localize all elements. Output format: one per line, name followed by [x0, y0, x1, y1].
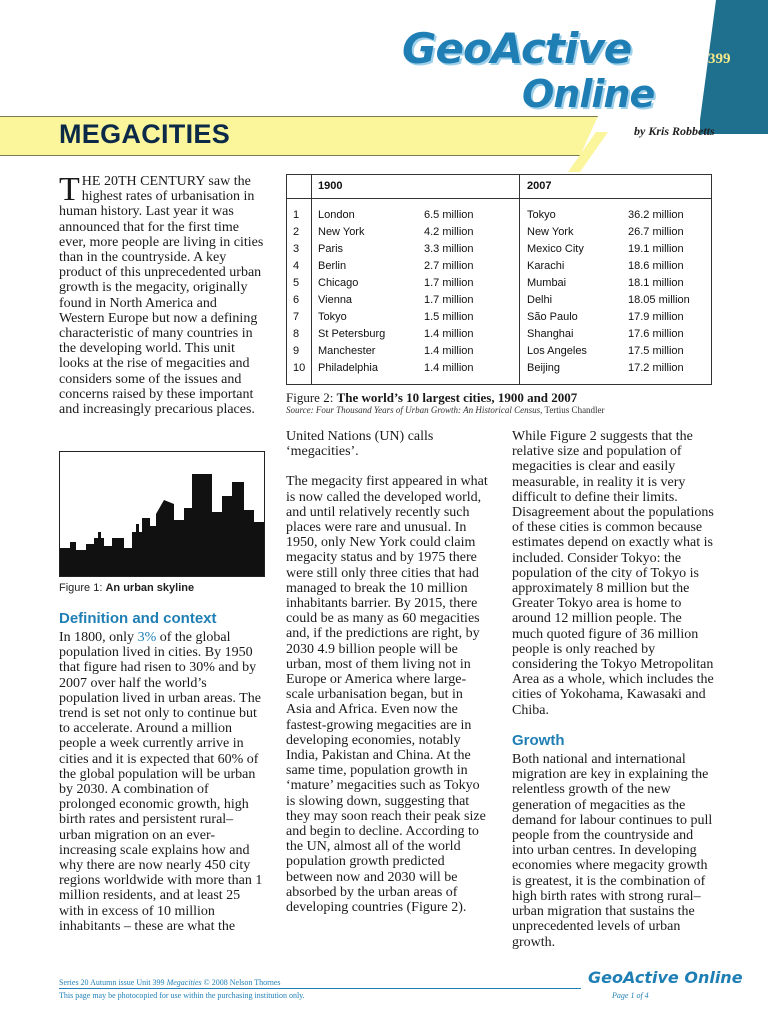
population-1900-cell: 1.4 million: [424, 362, 474, 374]
population-1900-cell: 2.7 million: [424, 260, 474, 272]
definition-paragraph: [59, 630, 265, 934]
intro-paragraph: [59, 171, 265, 418]
column-3-text: [512, 429, 714, 965]
footer-brand-logo: GeoActive Online: [588, 968, 743, 987]
city-1900-cell: Manchester: [318, 345, 376, 357]
population-2007-cell: 17.2 million: [628, 362, 684, 374]
city-1900-cell: Berlin: [318, 260, 347, 272]
footer-rule: [59, 988, 581, 989]
definition-text-a: In 1800, only: [59, 630, 138, 645]
population-2007-cell: 17.5 million: [628, 345, 684, 357]
population-2007-cell: 36.2 million: [628, 209, 684, 221]
figure-2-source-author: , Tertius Chandler: [540, 405, 605, 415]
figure-1-caption: [59, 582, 194, 594]
figure-2-source: [286, 405, 605, 415]
column-2-paragraph-1: United Nations (UN) calls ‘megacities’.: [286, 429, 434, 460]
table-row: [287, 345, 711, 362]
city-1900-cell: Tokyo: [318, 311, 347, 323]
footer-series-text: Series 20 Autumn issue Unit 399: [59, 978, 167, 987]
rank-cell: 6: [293, 294, 300, 306]
table-row: [287, 277, 711, 294]
table-row: [287, 260, 711, 277]
population-2007-cell: 17.6 million: [628, 328, 684, 340]
rank-cell: 5: [293, 277, 300, 289]
intro-text: HE 20TH CENTURY saw the highest rates of urbanisation in human history. Last year it was announced that for the first time ever, more people are living in cities than in the countryside. A key product of this unprecedented urban growth is the megacity, originally found in North America and Western Europe but now a defining characteristic of many countries in the developing world. This unit looks at the rise of megacities and considers some of the issues and concerns raised by these important and increasingly precarious places.: [59, 174, 264, 418]
city-1900-cell: London: [318, 209, 355, 221]
table-header-1900: 1900: [318, 180, 343, 192]
column-2-paragraph-2: The megacity first appeared in what is now called the developed world, and until relatively recently such places were rare and unusual. In 1950, only New York could claim megacity status and by 1975 there were still only three cities that had managed to break the 10 million inhabitants barrier. By 2015, there could be as many as 60 megacities and, if the predictions are right, by 2030 4.9 billion people will be urban, most of them living not in Europe or America where large-scale urbanisation began, but in Asia and Africa. Even now the fastest-growing megacities are in developing economies, notably India, Pakistan and China. At the same time, population growth in ‘mature’ megacities such as Tokyo is slowing down, suggesting that they may soon reach their peak size and begin to decline. According to the UN, almost all of the world population growth predicted between now and 2030 will be absorbed by the urban areas of developing countries (Figure 2).: [286, 474, 488, 916]
population-1900-cell: 1.7 million: [424, 294, 474, 306]
brand-line-1: GeoActive: [402, 24, 632, 73]
population-2007-cell: 18.6 million: [628, 260, 684, 272]
page-title: MEGACITIES: [59, 119, 231, 149]
population-1900-cell: 3.3 million: [424, 243, 474, 255]
table-header-2007: 2007: [527, 180, 552, 192]
footer-unit-title: Megacities: [166, 978, 202, 987]
population-1900-cell: 1.7 million: [424, 277, 474, 289]
table-header-row: [287, 175, 711, 199]
figure-2-source-title: Source: Four Thousand Years of Urban Growth: An Historical Census: [286, 405, 541, 415]
definition-highlight: 3%: [137, 630, 157, 645]
city-2007-cell: São Paulo: [527, 311, 578, 323]
drop-cap: T: [59, 171, 80, 208]
rank-cell: 4: [293, 260, 300, 272]
byline: by Kris Robbetts: [634, 124, 715, 138]
population-1900-cell: 4.2 million: [424, 226, 474, 238]
footer-series-line: [59, 978, 280, 987]
figure-1-title: An urban skyline: [105, 582, 195, 594]
table-row: [287, 243, 711, 260]
growth-heading: Growth: [512, 731, 565, 749]
city-2007-cell: Mumbai: [527, 277, 567, 289]
footer-page-number: Page 1 of 4: [612, 991, 649, 1000]
population-2007-cell: 19.1 million: [628, 243, 684, 255]
city-2007-cell: Shanghai: [527, 328, 574, 340]
footer-copyright: © 2008 Nelson Thornes: [201, 978, 281, 987]
figure-2-title: The world’s 10 largest cities, 1900 and 2007: [336, 390, 578, 405]
city-2007-cell: New York: [527, 226, 574, 238]
population-2007-cell: 26.7 million: [628, 226, 684, 238]
rank-cell: 1: [293, 209, 300, 221]
figure-1-label: Figure 1:: [59, 582, 106, 594]
table-row: [287, 362, 711, 379]
table-row: [287, 226, 711, 243]
largest-cities-table: [286, 174, 712, 385]
population-2007-cell: 18.1 million: [628, 277, 684, 289]
definition-heading: Definition and context: [59, 610, 217, 627]
population-2007-cell: 17.9 million: [628, 311, 684, 323]
city-1900-cell: New York: [318, 226, 365, 238]
city-1900-cell: Vienna: [318, 294, 353, 306]
rank-cell: 10: [293, 362, 306, 374]
brand-line-2: Online: [522, 72, 655, 116]
table-row: [287, 328, 711, 345]
rank-cell: 9: [293, 345, 300, 357]
column-3-paragraph-1: While Figure 2 suggests that the relative size and population of megacities is clear and easily measurable, in reality it is very difficult to define their limits. Disagreement about the populations of these cities is common because estimates depend on exactly what is included. Consider Tokyo: the population of the city of Tokyo is approximately 8 million but the Greater Tokyo area is home to around 12 million people. The much quoted figure of 36 million people is only reached by considering the Tokyo Metropolitan Area as a whole, which includes the cities of Yokohama, Kawasaki and Chiba.: [512, 429, 714, 718]
city-2007-cell: Los Angeles: [527, 345, 587, 357]
table-row: [287, 311, 711, 328]
city-1900-cell: St Petersburg: [318, 328, 386, 340]
population-1900-cell: 1.4 million: [424, 345, 474, 357]
definition-text-b: of the global population lived in cities. By 1950 that figure had risen to 30% and by 2007 over half the world’s population lived in urban areas. The trend is set not only to continue but to accelerate. Around a million people a week currently arrive in cities and it is expected that 60% of the global population will be urban by 2030. A combination of prolonged economic growth, high birth rates and persistent rural–urban migration on an ever-increasing scale explains how and why there are now nearly 450 city regions worldwide with more than 1 million residents, and at least 25 with in excess of 10 million inhabitants – these are what the: [59, 630, 263, 934]
rank-cell: 3: [293, 243, 300, 255]
skyline-silhouette-image: [60, 452, 265, 577]
population-2007-cell: 18.05 million: [628, 294, 690, 306]
city-2007-cell: Delhi: [527, 294, 553, 306]
city-2007-cell: Tokyo: [527, 209, 556, 221]
city-1900-cell: Chicago: [318, 277, 359, 289]
column-2-text: [286, 429, 490, 930]
figure-2-label: Figure 2:: [286, 390, 337, 405]
city-1900-cell: Paris: [318, 243, 344, 255]
population-1900-cell: 1.4 million: [424, 328, 474, 340]
figure-1-skyline: [59, 451, 265, 577]
population-1900-cell: 6.5 million: [424, 209, 474, 221]
brand-logo: [400, 18, 700, 118]
rank-cell: 7: [293, 311, 300, 323]
rank-cell: 8: [293, 328, 300, 340]
city-2007-cell: Karachi: [527, 260, 565, 272]
city-1900-cell: Philadelphia: [318, 362, 378, 374]
footer-photocopy-note: This page may be photocopied for use within the purchasing institution only.: [59, 991, 305, 1000]
issue-number: 399: [708, 51, 731, 67]
city-2007-cell: Beijing: [527, 362, 561, 374]
rank-cell: 2: [293, 226, 300, 238]
figure-2-caption: [286, 390, 712, 406]
table-row: [287, 209, 711, 226]
column-3-paragraph-2: Both national and international migration are key in explaining the relentless growth of the new generation of megacities as the demand for labour continues to pull people from the countryside and into urban centres. In developing economies where megacity growth is greatest, it is the combination of high birth rates with strong rural–urban migration that sustains the unprecedented levels of urban growth.: [512, 752, 713, 950]
city-2007-cell: Mexico City: [527, 243, 584, 255]
population-1900-cell: 1.5 million: [424, 311, 474, 323]
table-row: [287, 294, 711, 311]
